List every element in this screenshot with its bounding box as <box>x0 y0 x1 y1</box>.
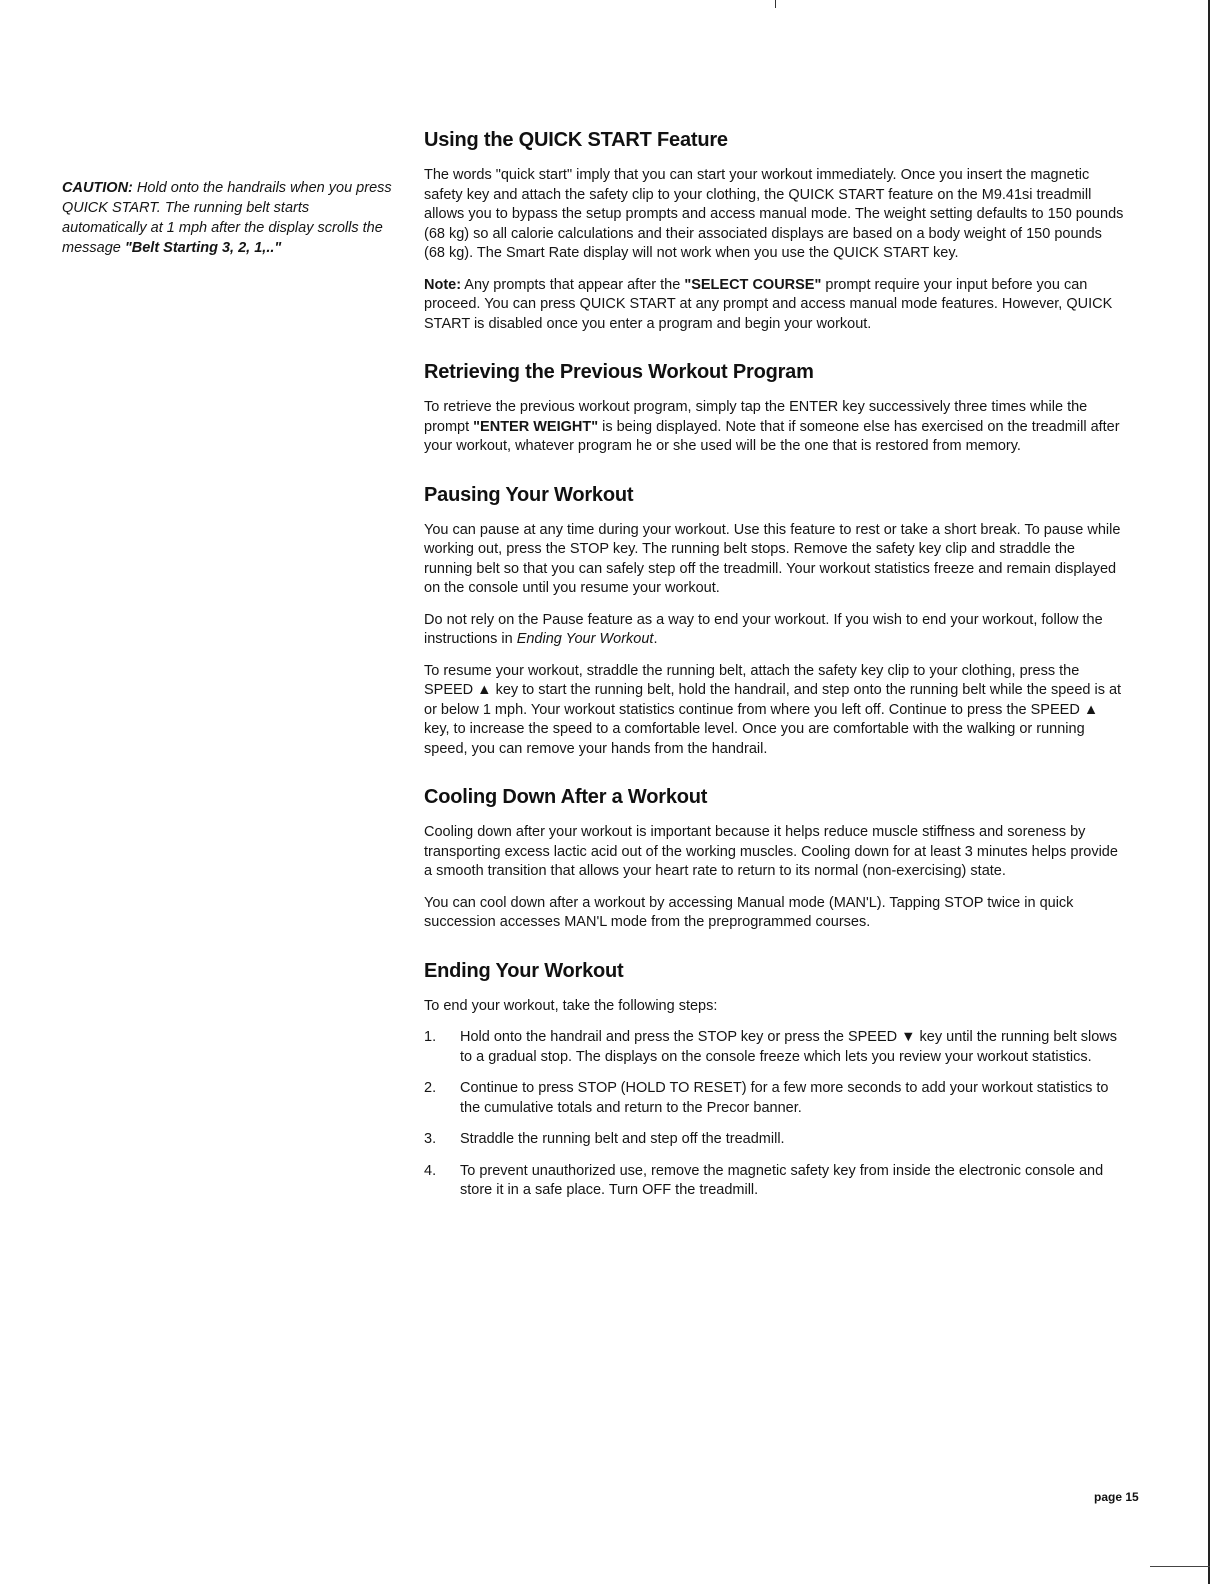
list-item <box>424 1130 1124 1150</box>
section-title: Ending Your Workout <box>424 959 624 982</box>
caution-sidenote <box>62 178 392 258</box>
section-pausing <box>424 483 1124 760</box>
step-text: To prevent unauthorized use, remove the magnetic safety key from inside the electronic console and store it in a safe place. Turn OFF the treadmill. <box>460 1162 1104 1198</box>
select-course-prompt: "SELECT COURSE" <box>684 276 822 293</box>
section-ending <box>424 959 1124 1201</box>
paragraph-text-pre: Do not rely on the Pause feature as a way to end your workout. If you wish to end your workout, follow the instructions in <box>424 611 1103 647</box>
caution-text: Hold onto the handrails when you press QUICK START. The running belt starts automatically at 1 mph after the display scrolls the message <box>62 180 392 256</box>
section-cooling <box>424 785 1124 933</box>
page-number: page 15 <box>1094 1490 1139 1504</box>
paragraph-text-post: is being displayed. Note that if someone else has exercised on the treadmill after your workout, whatever program he or she used will be the one that is restored from memory. <box>424 418 1120 454</box>
step-text: Straddle the running belt and step off the treadmill. <box>460 1131 785 1147</box>
paragraph-text-post: . <box>653 631 658 647</box>
note-text-post: prompt require your input before you can proceed. You can press QUICK START at any prompt and access manual mode features. However, QUICK START is disabled once you enter a program and begin your workout. <box>424 276 1113 332</box>
section-title: Retrieving the Previous Workout Program <box>424 361 814 383</box>
note-label: Note: <box>424 276 462 293</box>
step-number: 4. <box>424 1162 437 1179</box>
step-number: 2. <box>424 1080 437 1096</box>
enter-weight-prompt: "ENTER WEIGHT" <box>473 418 599 435</box>
corner-mark <box>1150 1566 1210 1567</box>
paragraph: You can pause at any time during your workout. Use this feature to rest or take a short break. To pause while working out, press the STOP key. The running belt stops. Remove the safety key clip and straddle the running belt so that you can safely step off the treadmill. Your workout statistics freeze and remain displayed on the console until you resume your workout. <box>424 521 1121 596</box>
paragraph: The words "quick start" imply that you can start your workout immediately. Once you insert the magnetic safety key and attach the safety clip to your clothing, the QUICK START feature on the M9.41si treadmill allows you to bypass the setup prompts and access manual mode. The weight setting defaults to 150 pounds (68 kg) so all calorie calculations and their associated displays are based on a body weight of 150 pounds (68 kg). The Smart Rate display will not work when you use the QUICK START key. <box>424 167 1124 261</box>
step-number: 1. <box>424 1029 437 1045</box>
section-retrieving <box>424 360 1124 457</box>
note-paragraph <box>424 276 1124 335</box>
caution-label: CAUTION: <box>62 180 133 196</box>
right-edge-rule <box>1208 0 1210 1584</box>
step-text: Continue to press STOP (HOLD TO RESET) for a few more seconds to add your workout statistics to the cumulative totals and return to the Precor banner. <box>460 1080 1109 1116</box>
paragraph: Cooling down after your workout is important because it helps reduce muscle stiffness and soreness by transporting excess lactic acid out of the working muscles. Cooling down for at least 3 minutes helps provide a smooth transition that allows your heart rate to return to its normal (non-exercising) state. <box>424 824 1118 879</box>
section-title: Using the QUICK START Feature <box>424 129 728 151</box>
paragraph-text-pre: To retrieve the previous workout program, simply tap the ENTER key successively three times while the prompt <box>424 399 1088 435</box>
main-column <box>424 128 1124 1227</box>
step-number: 3. <box>424 1131 437 1147</box>
section-title: Cooling Down After a Workout <box>424 786 708 808</box>
paragraph: You can cool down after a workout by accessing Manual mode (MAN'L). Tapping STOP twice in quick succession accesses MAN'L mode from the preprogrammed courses. <box>424 894 1074 930</box>
step-text: Hold onto the handrail and press the STOP key or press the SPEED ▼ key until the running belt slows to a gradual stop. The displays on the console freeze which lets you review your workout statistics. <box>460 1029 1118 1065</box>
section-title: Pausing Your Workout <box>424 483 634 506</box>
list-item <box>424 1162 1124 1201</box>
note-text-pre: Any prompts that appear after the <box>461 276 685 293</box>
paragraph: To end your workout, take the following steps: <box>424 997 718 1014</box>
list-item <box>424 1079 1124 1118</box>
paragraph: To resume your workout, straddle the running belt, attach the safety key clip to your clothing, press the SPEED ▲ key to start the running belt, hold the handrail, and step onto the running belt while the speed is at or below 1 mph. Your workout statistics continue from where you left off. Continue to press the SPEED ▲ key, to increase the speed to a comfortable level. Once you are comfortable with the walking or running speed, you can remove your hands from the handrail. <box>424 662 1122 757</box>
ending-workout-reference: Ending Your Workout <box>516 631 654 647</box>
top-tick-mark <box>775 0 776 8</box>
paragraph <box>424 611 1124 650</box>
steps-list <box>424 1028 1124 1201</box>
paragraph <box>424 398 1124 457</box>
section-quick-start <box>424 128 1124 334</box>
caution-message: "Belt Starting 3, 2, 1,.." <box>124 240 282 256</box>
list-item <box>424 1028 1124 1067</box>
